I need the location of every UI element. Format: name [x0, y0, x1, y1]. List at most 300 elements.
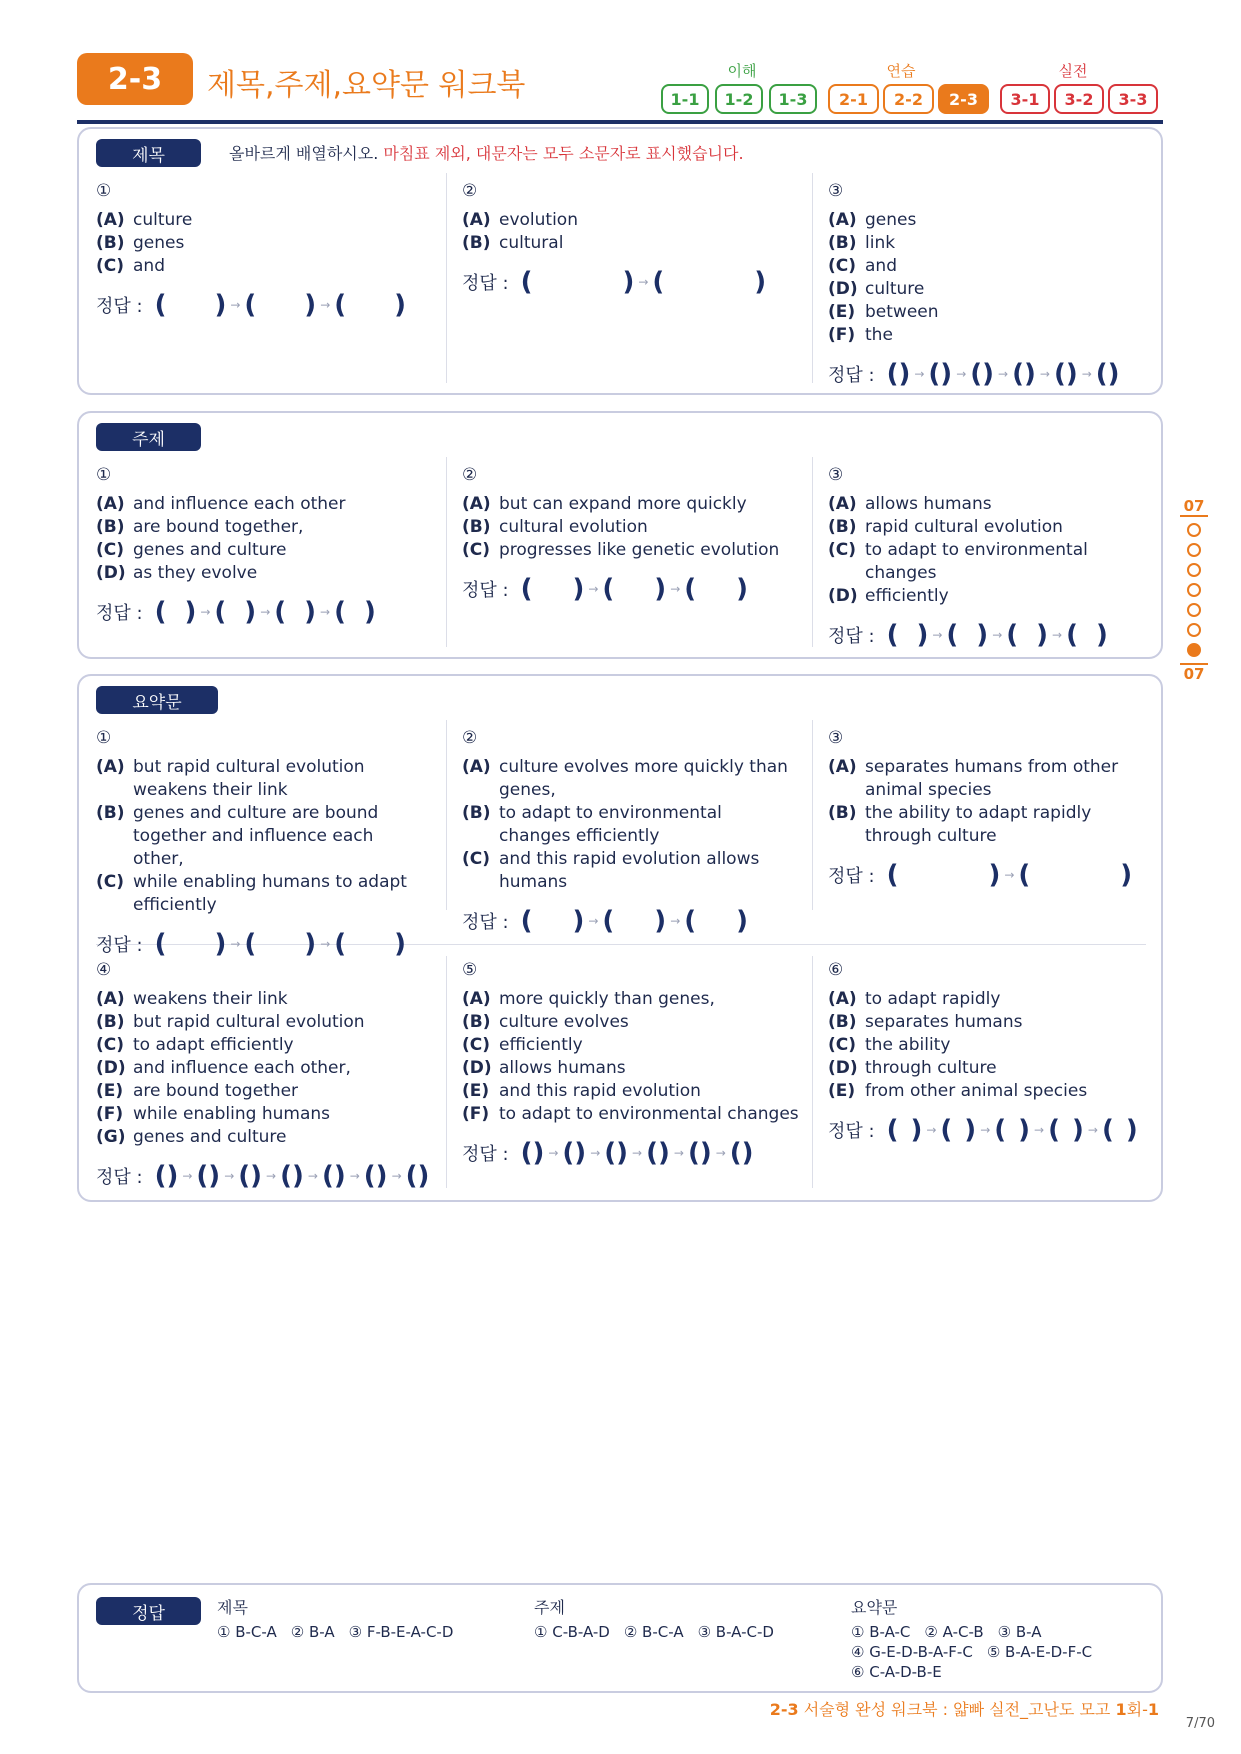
answer-blank[interactable]: ( ) [214, 597, 257, 627]
option-text: more quickly than genes, [499, 989, 715, 1009]
option-label: (C) [828, 540, 857, 560]
theme-question-2 [462, 465, 792, 604]
option-label: (C) [96, 1035, 125, 1055]
option-text: evolution [499, 210, 578, 230]
answer-key-item: ⑥ C-A-D-B-E [851, 1663, 942, 1681]
option-item [96, 232, 426, 255]
level-group-label: 실전 [1058, 62, 1088, 80]
level-chip-3-1[interactable]: 3-1 [1000, 84, 1050, 114]
answer-key-item: ② B-A [290, 1623, 335, 1641]
arrow-icon: → [320, 605, 331, 619]
option-text: allows humans [865, 494, 992, 514]
answer-key-item: ① C-B-A-D [534, 1623, 610, 1641]
option-text: through culture [865, 1058, 997, 1078]
answer-blank[interactable]: ( ) [684, 574, 749, 604]
answer-label: 정답 : [462, 580, 509, 601]
option-item [96, 756, 426, 802]
option-text: while enabling humans [133, 1104, 331, 1124]
level-group-label: 연습 [886, 62, 916, 80]
option-item [462, 1080, 807, 1103]
option-text: to adapt efficiently [133, 1035, 294, 1055]
arrow-icon: → [307, 1169, 318, 1183]
option-item [828, 1034, 1158, 1057]
answer-blank[interactable]: ( ) [274, 597, 317, 627]
option-item [828, 278, 1158, 301]
answer-blank[interactable]: ( ) [334, 929, 407, 959]
answer-label: 정답 : [462, 273, 509, 294]
section-tag-summary: 요약문 [96, 686, 218, 714]
level-group-label: 이해 [727, 62, 757, 80]
option-item [96, 1034, 441, 1057]
option-item [462, 848, 792, 894]
level-chip-3-3[interactable]: 3-3 [1108, 84, 1158, 114]
answer-blank[interactable]: ( ) [244, 929, 317, 959]
option-label: (A) [96, 989, 125, 1009]
answer-blanks [462, 906, 792, 936]
answer-label: 정답 : [828, 365, 875, 386]
section-tag-theme: 주제 [96, 423, 201, 451]
theme-question-3 [828, 465, 1158, 650]
question-number: ③ [828, 465, 844, 485]
option-item [828, 255, 1158, 278]
option-label: (A) [462, 210, 491, 230]
question-number: ④ [96, 960, 112, 980]
option-item [96, 539, 426, 562]
option-item [462, 1011, 807, 1034]
answer-key-theme: 주제 ① C-B-A-D ② B-C-A ③ B-A-C-D [534, 1598, 774, 1641]
option-item [462, 209, 792, 232]
level-chip-2-1[interactable]: 2-1 [828, 84, 879, 114]
option-label: (B) [462, 1012, 491, 1032]
option-label: (A) [96, 757, 125, 777]
answer-label: 정답 : [462, 912, 509, 933]
answer-blanks [462, 267, 792, 297]
option-item [462, 1057, 807, 1080]
option-text: and influence each other [133, 494, 346, 514]
option-item [96, 1126, 441, 1149]
option-label: (B) [828, 803, 857, 823]
option-label: (A) [96, 210, 125, 230]
option-item [462, 802, 792, 848]
answer-blank[interactable]: () [604, 1138, 629, 1168]
answer-blank[interactable]: () [928, 359, 953, 389]
arrow-icon: → [548, 1146, 559, 1160]
option-item [462, 493, 792, 516]
option-text: efficiently [499, 1035, 583, 1055]
question-number: ① [96, 465, 112, 485]
answer-blanks [462, 1138, 807, 1168]
answer-blank[interactable]: ( ) [1018, 860, 1133, 890]
arrow-icon: → [200, 605, 211, 619]
option-text: culture [133, 210, 193, 230]
option-item [462, 756, 792, 802]
answer-blank[interactable]: () [154, 1161, 179, 1191]
option-label: (E) [828, 302, 856, 322]
answer-label: 정답 : [96, 935, 143, 956]
option-label: (C) [96, 872, 125, 892]
option-label: (D) [828, 1058, 858, 1078]
answer-key-item: ② B-C-A [623, 1623, 684, 1641]
option-text: but rapid cultural evolution [133, 1012, 365, 1032]
answer-blank[interactable]: () [646, 1138, 670, 1168]
option-label: (B) [828, 517, 857, 537]
progress-dot [1187, 543, 1201, 557]
option-label: (B) [462, 233, 491, 253]
option-item [828, 1080, 1158, 1103]
option-item [828, 209, 1158, 232]
title-question-1 [96, 181, 426, 320]
level-chip-3-2[interactable]: 3-2 [1054, 84, 1104, 114]
option-text: are bound together, [133, 517, 304, 537]
option-text: genes and culture are bound together and influence each other, [133, 803, 379, 869]
option-label: (C) [462, 1035, 491, 1055]
option-text: between [865, 302, 939, 322]
option-text: are bound together [133, 1081, 299, 1101]
answer-blank[interactable]: () [520, 1138, 545, 1168]
answer-blanks [828, 860, 1158, 890]
answer-key-item: ⑤ B-A-E-D-F-C [986, 1643, 1093, 1661]
option-label: (F) [96, 1104, 124, 1124]
question-number: ② [462, 181, 478, 201]
answer-blank[interactable]: ( ) [520, 574, 585, 604]
answer-label: 정답 : [828, 866, 875, 887]
option-label: (B) [462, 517, 491, 537]
question-number: ⑤ [462, 960, 478, 980]
option-text: culture [865, 279, 925, 299]
option-text: efficiently [865, 586, 949, 606]
option-item [828, 988, 1158, 1011]
answer-label: 정답 : [462, 1144, 509, 1165]
theme-section [77, 411, 1163, 659]
arrow-icon: → [230, 298, 241, 312]
progress-dot [1187, 623, 1201, 637]
answer-key-item: ① B-A-C [851, 1623, 911, 1641]
option-label: (B) [828, 233, 857, 253]
option-item [828, 301, 1158, 324]
option-item [828, 493, 1158, 516]
arrow-icon: → [182, 1169, 193, 1183]
option-text: as they evolve [133, 563, 258, 583]
option-label: (C) [828, 1035, 857, 1055]
answer-key-line [851, 1642, 1151, 1662]
option-item [96, 255, 426, 278]
answer-key-item: ③ B-A [997, 1623, 1042, 1641]
progress-dot [1187, 563, 1201, 577]
answer-key-item: ③ F-B-E-A-C-D [348, 1623, 454, 1641]
option-item [462, 1034, 807, 1057]
arrow-icon: → [1034, 1123, 1045, 1137]
arrow-icon: → [1087, 1123, 1098, 1137]
option-label: (A) [462, 757, 491, 777]
option-item [96, 493, 426, 516]
option-text: progresses like genetic evolution [499, 540, 780, 560]
option-label: (B) [96, 1012, 125, 1032]
progress-top-number: 07 [1180, 497, 1208, 517]
summary-question-1 [96, 728, 426, 959]
answer-blanks [828, 1115, 1158, 1145]
option-text: but rapid cultural evolution weakens their link [133, 757, 365, 800]
answer-blank[interactable]: ( ) [940, 1115, 977, 1145]
summary-section [77, 674, 1163, 1202]
arrow-icon: → [914, 367, 925, 381]
question-number: ① [96, 728, 112, 748]
section-tag-title: 제목 [96, 139, 201, 167]
answer-blank[interactable]: () [970, 359, 995, 389]
option-text: and this rapid evolution [499, 1081, 701, 1101]
option-label: (D) [96, 563, 126, 583]
option-text: cultural [499, 233, 564, 253]
answer-blank[interactable]: () [562, 1138, 587, 1168]
answer-key-line [851, 1622, 1151, 1642]
progress-dot [1187, 523, 1201, 537]
option-text: but can expand more quickly [499, 494, 747, 514]
answer-label: 정답 : [828, 626, 875, 647]
option-text: cultural evolution [499, 517, 648, 537]
question-number: ③ [828, 728, 844, 748]
option-item [96, 1057, 441, 1080]
arrow-icon: → [1004, 868, 1015, 882]
question-number: ② [462, 465, 478, 485]
option-text: weakens their link [133, 989, 288, 1009]
section-badge: 2-3 [77, 53, 193, 105]
option-text: separates humans [865, 1012, 1023, 1032]
option-label: (A) [96, 494, 125, 514]
progress-dot [1187, 603, 1201, 617]
answer-key-tag: 정답 [96, 1597, 201, 1625]
summary-question-5 [462, 960, 807, 1168]
answer-blanks [96, 597, 426, 627]
answer-blank[interactable]: ( ) [946, 620, 989, 650]
option-item [96, 802, 426, 871]
answer-blank[interactable]: () [1012, 359, 1036, 389]
option-label: (C) [96, 256, 125, 276]
option-label: (D) [96, 1058, 126, 1078]
level-chip-1-1[interactable]: 1-1 [661, 84, 709, 114]
answer-blank[interactable]: () [729, 1138, 754, 1168]
answer-key-box [77, 1583, 1163, 1693]
option-label: (B) [96, 233, 125, 253]
option-text: the ability to adapt rapidly through culture [865, 803, 1092, 846]
answer-key-summary: 요약문 ① B-A-C ② A-C-B ③ B-A ④ G-E-D-B-A-F-C ⑤ B-A-E-D-F-C ⑥ C-A-D-B-E [851, 1595, 1151, 1682]
option-item [828, 539, 1158, 585]
option-text: separates humans from other animal species [865, 757, 1119, 800]
level-chip-2-2[interactable]: 2-2 [883, 84, 934, 114]
answer-blank[interactable]: ( ) [994, 1115, 1031, 1145]
theme-question-1 [96, 465, 426, 627]
instruction-text: 올바르게 배열하시오. 마침표 제외, 대문자는 모두 소문자로 표시했습니다. [229, 144, 744, 163]
option-text: to adapt to environmental changes [499, 1104, 799, 1124]
answer-blank[interactable]: ( ) [684, 906, 749, 936]
option-label: (F) [828, 325, 856, 345]
header-divider [77, 120, 1163, 124]
answer-blank[interactable]: ( ) [886, 860, 1001, 890]
answer-label: 정답 : [828, 1121, 875, 1142]
arrow-icon: → [588, 914, 599, 928]
option-item [96, 516, 426, 539]
footer-text: 2-3 서술형 완성 워크북 : 얇빠 실전_고난도 모고 1회-1 [769, 1700, 1159, 1719]
answer-blank[interactable]: () [687, 1138, 712, 1168]
arrow-icon: → [230, 937, 241, 951]
arrow-icon: → [1052, 628, 1063, 642]
summary-question-2 [462, 728, 792, 936]
answer-blank[interactable]: ( ) [602, 574, 667, 604]
arrow-icon: → [1081, 367, 1092, 381]
arrow-icon: → [320, 298, 331, 312]
answer-blank[interactable]: ( ) [1006, 620, 1049, 650]
page-number: 7/70 [1185, 1716, 1215, 1731]
summary-question-4 [96, 960, 441, 1191]
arrow-icon: → [1039, 367, 1050, 381]
arrow-icon: → [320, 937, 331, 951]
answer-blank[interactable]: () [321, 1161, 346, 1191]
answer-blank[interactable]: ( ) [154, 929, 227, 959]
answer-blank[interactable]: ( ) [602, 906, 667, 936]
answer-label: 정답 : [96, 1167, 143, 1188]
option-label: (B) [96, 803, 125, 823]
level-chip-2-3[interactable]: 2-3 [938, 84, 989, 114]
answer-blank[interactable]: ( ) [154, 597, 197, 627]
option-text: the [865, 325, 893, 345]
option-label: (A) [462, 494, 491, 514]
title-question-3 [828, 181, 1158, 389]
answer-key-item: ③ B-A-C-D [697, 1623, 774, 1641]
option-item [462, 988, 807, 1011]
option-label: (C) [462, 849, 491, 869]
page-title: 제목,주제,요약문 워크북 [207, 68, 526, 103]
arrow-icon: → [673, 1146, 684, 1160]
option-label: (C) [828, 256, 857, 276]
option-text: from other animal species [865, 1081, 1088, 1101]
option-item [462, 1103, 807, 1126]
option-text: genes and culture [133, 1127, 287, 1147]
answer-blank[interactable]: () [363, 1161, 388, 1191]
option-label: (D) [828, 586, 858, 606]
level-chip-1-2[interactable]: 1-2 [715, 84, 763, 114]
answer-blank[interactable]: ( ) [1066, 620, 1108, 650]
answer-key-line [851, 1662, 1151, 1682]
option-text: link [865, 233, 896, 253]
option-text: culture evolves more quickly than genes, [499, 757, 788, 800]
answer-blank[interactable]: () [405, 1161, 430, 1191]
arrow-icon: → [632, 1146, 643, 1160]
arrow-icon: → [260, 605, 271, 619]
arrow-icon: → [588, 582, 599, 596]
answer-blank[interactable]: () [196, 1161, 221, 1191]
option-item [462, 516, 792, 539]
answer-key-title: 제목 ① B-C-A ② B-A ③ F-B-E-A-C-D [217, 1598, 454, 1641]
option-text: allows humans [499, 1058, 626, 1078]
option-label: (C) [462, 540, 491, 560]
answer-blank[interactable]: ( ) [334, 597, 376, 627]
option-item [96, 1103, 441, 1126]
arrow-icon: → [932, 628, 943, 642]
question-number: ② [462, 728, 478, 748]
answer-blank[interactable]: () [886, 359, 911, 389]
answer-blank[interactable]: ( ) [244, 290, 317, 320]
arrow-icon: → [998, 367, 1009, 381]
progress-dot [1187, 643, 1201, 657]
arrow-icon: → [956, 367, 967, 381]
arrow-icon: → [715, 1146, 726, 1160]
option-text: while enabling humans to adapt efficiently [133, 872, 407, 915]
option-label: (G) [96, 1127, 126, 1147]
question-number: ① [96, 181, 112, 201]
answer-label: 정답 : [96, 603, 143, 624]
answer-blank[interactable]: ( ) [886, 1115, 923, 1145]
option-item [462, 232, 792, 255]
option-label: (A) [828, 494, 857, 514]
answer-blank[interactable]: () [1095, 359, 1120, 389]
arrow-icon: → [266, 1169, 277, 1183]
question-number: ③ [828, 181, 844, 201]
option-item [828, 232, 1158, 255]
level-chip-1-3[interactable]: 1-3 [769, 84, 817, 114]
answer-blank[interactable]: () [280, 1161, 304, 1191]
option-label: (A) [828, 989, 857, 1009]
option-label: (E) [96, 1081, 124, 1101]
option-text: and influence each other, [133, 1058, 351, 1078]
answer-key-item: ① B-C-A [217, 1623, 277, 1641]
answer-blank[interactable]: ( ) [1101, 1115, 1138, 1145]
option-item [96, 562, 426, 585]
option-item [828, 585, 1158, 608]
answer-blanks [96, 929, 426, 959]
option-text: the ability [865, 1035, 951, 1055]
option-item [462, 539, 792, 562]
option-item [828, 756, 1158, 802]
option-item [96, 871, 426, 917]
arrow-icon: → [224, 1169, 235, 1183]
progress-indicator [1180, 497, 1208, 683]
option-text: and [133, 256, 165, 276]
arrow-icon: → [391, 1169, 402, 1183]
option-item [828, 1057, 1158, 1080]
option-label: (A) [828, 210, 857, 230]
option-text: genes and culture [133, 540, 287, 560]
question-number: ⑥ [828, 960, 844, 980]
option-label: (B) [828, 1012, 857, 1032]
option-text: and this rapid evolution allows humans [499, 849, 760, 892]
option-item [828, 516, 1158, 539]
answer-blank[interactable]: () [238, 1161, 263, 1191]
title-section [77, 127, 1163, 395]
progress-dot [1187, 583, 1201, 597]
option-label: (E) [462, 1081, 490, 1101]
answer-blank[interactable]: ( ) [154, 290, 227, 320]
answer-blank[interactable]: ( ) [520, 906, 585, 936]
arrow-icon: → [926, 1123, 937, 1137]
answer-blank[interactable]: ( ) [1048, 1115, 1084, 1145]
option-text: genes [865, 210, 917, 230]
answer-blanks [96, 1161, 441, 1191]
arrow-icon: → [638, 275, 649, 289]
answer-blank[interactable]: ( ) [886, 620, 929, 650]
option-item [828, 802, 1158, 848]
option-item [828, 324, 1158, 347]
option-label: (D) [462, 1058, 492, 1078]
summary-question-6 [828, 960, 1158, 1145]
answer-blank[interactable]: ( ) [520, 267, 635, 297]
option-label: (F) [462, 1104, 490, 1124]
option-text: and [865, 256, 897, 276]
answer-blank[interactable]: ( ) [334, 290, 407, 320]
answer-blank[interactable]: () [1053, 359, 1078, 389]
option-text: to adapt to environmental changes efficiently [499, 803, 722, 846]
answer-blank[interactable]: ( ) [652, 267, 767, 297]
option-label: (B) [462, 803, 491, 823]
option-label: (A) [828, 757, 857, 777]
answer-blanks [828, 620, 1158, 650]
